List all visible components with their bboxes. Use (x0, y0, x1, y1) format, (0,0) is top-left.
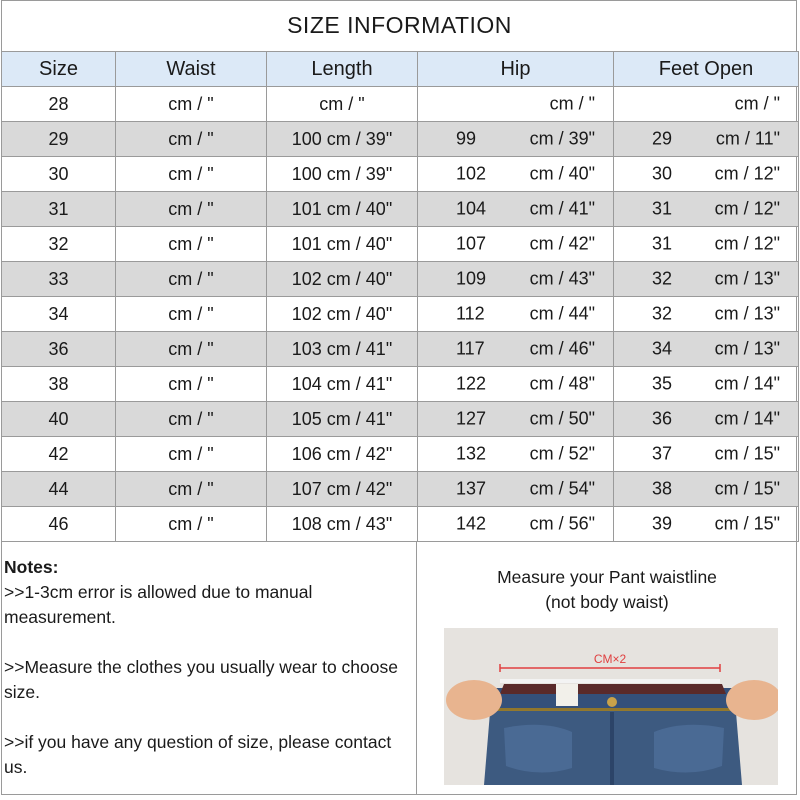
waist-cell: cm / " (116, 297, 267, 332)
feet-open-value: 37 (652, 443, 673, 464)
header-feet-open: Feet Open (614, 52, 799, 87)
feet-open-value: 31 (652, 233, 673, 254)
waist-cell: cm / " (116, 367, 267, 402)
feet-open-cell (614, 157, 799, 192)
length-cell: 106 cm / 42" (267, 437, 418, 472)
measure-line-1: Measure your Pant waistline (497, 567, 717, 587)
hip-cell (418, 402, 614, 437)
feet-open-value: 35 (652, 373, 673, 394)
table-row (2, 332, 799, 367)
size-cell: 34 (2, 297, 116, 332)
length-cell: 102 cm / 40" (267, 297, 418, 332)
hip-unit: cm / 54" (529, 478, 595, 499)
length-cell: 100 cm / 39" (267, 157, 418, 192)
hip-unit: cm / 56" (529, 513, 595, 534)
feet-open-value: 31 (652, 198, 673, 219)
table-row (2, 437, 799, 472)
feet-open-cell (614, 437, 799, 472)
hip-cell (418, 437, 614, 472)
hip-cell (418, 157, 614, 192)
feet-open-value: 39 (652, 513, 673, 534)
hip-cell (418, 192, 614, 227)
hip-cell (418, 122, 614, 157)
size-cell: 32 (2, 227, 116, 262)
hip-unit: cm / 52" (529, 443, 595, 464)
hip-unit: cm / 44" (529, 303, 595, 324)
jeans-illustration (444, 628, 778, 785)
table-row (2, 367, 799, 402)
table-row (2, 507, 799, 542)
hip-value: 127 (456, 408, 487, 429)
feet-open-unit: cm / 15" (714, 513, 780, 534)
table-row (2, 297, 799, 332)
hip-value: 99 (456, 128, 477, 149)
size-cell: 36 (2, 332, 116, 367)
table-row (2, 122, 799, 157)
hip-unit: cm / 46" (529, 338, 595, 359)
hip-cell (418, 472, 614, 507)
table-row (2, 192, 799, 227)
chart-title: SIZE INFORMATION (1, 0, 798, 52)
feet-open-cell (614, 402, 799, 437)
waist-cell: cm / " (116, 437, 267, 472)
feet-open-unit: cm / 12" (714, 233, 780, 254)
table-row (2, 262, 799, 297)
size-cell: 42 (2, 437, 116, 472)
waist-cell: cm / " (116, 122, 267, 157)
size-cell: 31 (2, 192, 116, 227)
measure-line-2: (not body waist) (545, 592, 669, 612)
hip-value: 132 (456, 443, 487, 464)
feet-open-unit: cm / 15" (714, 478, 780, 499)
header-waist: Waist (116, 52, 267, 87)
feet-open-unit: cm / 13" (714, 303, 780, 324)
feet-open-unit: cm / 14" (714, 408, 780, 429)
header-row (2, 52, 799, 87)
feet-open-unit: cm / 12" (714, 198, 780, 219)
hip-unit: cm / 40" (529, 163, 595, 184)
size-cell: 33 (2, 262, 116, 297)
length-cell: 107 cm / 42" (267, 472, 418, 507)
hip-value: 107 (456, 233, 487, 254)
feet-open-unit: cm / 12" (714, 163, 780, 184)
waist-cell: cm / " (116, 472, 267, 507)
length-cell: 104 cm / 41" (267, 367, 418, 402)
hip-value: 112 (456, 303, 485, 324)
hip-unit: cm / 41" (529, 198, 595, 219)
feet-open-cell (614, 297, 799, 332)
feet-open-value: 32 (652, 303, 673, 324)
note-item: >>Measure the clothes you usually wear to choose size. (4, 657, 398, 702)
hip-value: 137 (456, 478, 487, 499)
feet-open-cell (614, 192, 799, 227)
waist-cell: cm / " (116, 157, 267, 192)
size-cell: 44 (2, 472, 116, 507)
feet-open-cell (614, 227, 799, 262)
feet-open-cell (614, 122, 799, 157)
feet-open-unit: cm / 14" (714, 373, 780, 394)
size-cell: 40 (2, 402, 116, 437)
table-row (2, 87, 799, 122)
notes-section (4, 555, 414, 780)
header-length: Length (267, 52, 418, 87)
waist-cell: cm / " (116, 507, 267, 542)
jeans-waist-photo (444, 628, 778, 785)
feet-open-cell (614, 87, 799, 122)
length-cell: 100 cm / 39" (267, 122, 418, 157)
hip-unit: cm / 39" (529, 128, 595, 149)
hip-value: 102 (456, 163, 487, 184)
hip-unit: cm / 50" (529, 408, 595, 429)
feet-open-cell (614, 262, 799, 297)
table-row (2, 472, 799, 507)
length-cell: cm / " (267, 87, 418, 122)
size-cell: 46 (2, 507, 116, 542)
size-cell: 28 (2, 87, 116, 122)
waist-cell: cm / " (116, 192, 267, 227)
hip-value: 122 (456, 373, 487, 394)
header-hip: Hip (418, 52, 614, 87)
length-cell: 102 cm / 40" (267, 262, 418, 297)
hip-unit: cm / 42" (529, 233, 595, 254)
feet-open-value: 29 (652, 128, 673, 149)
waist-cell: cm / " (116, 262, 267, 297)
feet-open-cell (614, 507, 799, 542)
size-cell: 29 (2, 122, 116, 157)
feet-open-unit: cm / 11" (715, 128, 780, 149)
note-item: >>1-3cm error is allowed due to manual measurement. (4, 582, 313, 627)
hip-cell (418, 297, 614, 332)
measure-instructions (417, 565, 797, 615)
waist-cell: cm / " (116, 227, 267, 262)
hip-value: 104 (456, 198, 487, 219)
length-cell: 108 cm / 43" (267, 507, 418, 542)
feet-open-unit: cm / 13" (714, 268, 780, 289)
feet-open-value: 36 (652, 408, 673, 429)
size-cell: 30 (2, 157, 116, 192)
hip-cell (418, 262, 614, 297)
waist-cell: cm / " (116, 332, 267, 367)
hip-value: 109 (456, 268, 487, 289)
hip-value: 142 (456, 513, 487, 534)
hip-cell (418, 367, 614, 402)
feet-open-value: 34 (652, 338, 673, 359)
table-row (2, 402, 799, 437)
feet-open-unit: cm / 13" (714, 338, 780, 359)
length-cell: 103 cm / 41" (267, 332, 418, 367)
hip-cell (418, 87, 614, 122)
hip-value: 117 (456, 338, 485, 359)
table-row (2, 157, 799, 192)
waist-cell: cm / " (116, 87, 267, 122)
waist-cell: cm / " (116, 402, 267, 437)
feet-open-value: 30 (652, 163, 673, 184)
feet-open-cell (614, 367, 799, 402)
hip-cell (418, 332, 614, 367)
size-cell: 38 (2, 367, 116, 402)
size-table (1, 51, 799, 542)
hip-unit: cm / 48" (529, 373, 595, 394)
hip-cell (418, 507, 614, 542)
length-cell: 101 cm / 40" (267, 227, 418, 262)
hip-unit: cm / " (549, 93, 595, 114)
feet-open-unit: cm / " (734, 93, 780, 114)
feet-open-unit: cm / 15" (714, 443, 780, 464)
feet-open-value: 38 (652, 478, 673, 499)
length-cell: 105 cm / 41" (267, 402, 418, 437)
hip-unit: cm / 43" (529, 268, 595, 289)
notes-heading: Notes: (4, 557, 59, 577)
header-size: Size (2, 52, 116, 87)
feet-open-cell (614, 472, 799, 507)
measure-photo-label: CM×2 (593, 652, 627, 666)
feet-open-cell (614, 332, 799, 367)
feet-open-value: 32 (652, 268, 673, 289)
hip-cell (418, 227, 614, 262)
note-item: >>if you have any question of size, please contact us. (4, 732, 392, 777)
length-cell: 101 cm / 40" (267, 192, 418, 227)
table-row (2, 227, 799, 262)
